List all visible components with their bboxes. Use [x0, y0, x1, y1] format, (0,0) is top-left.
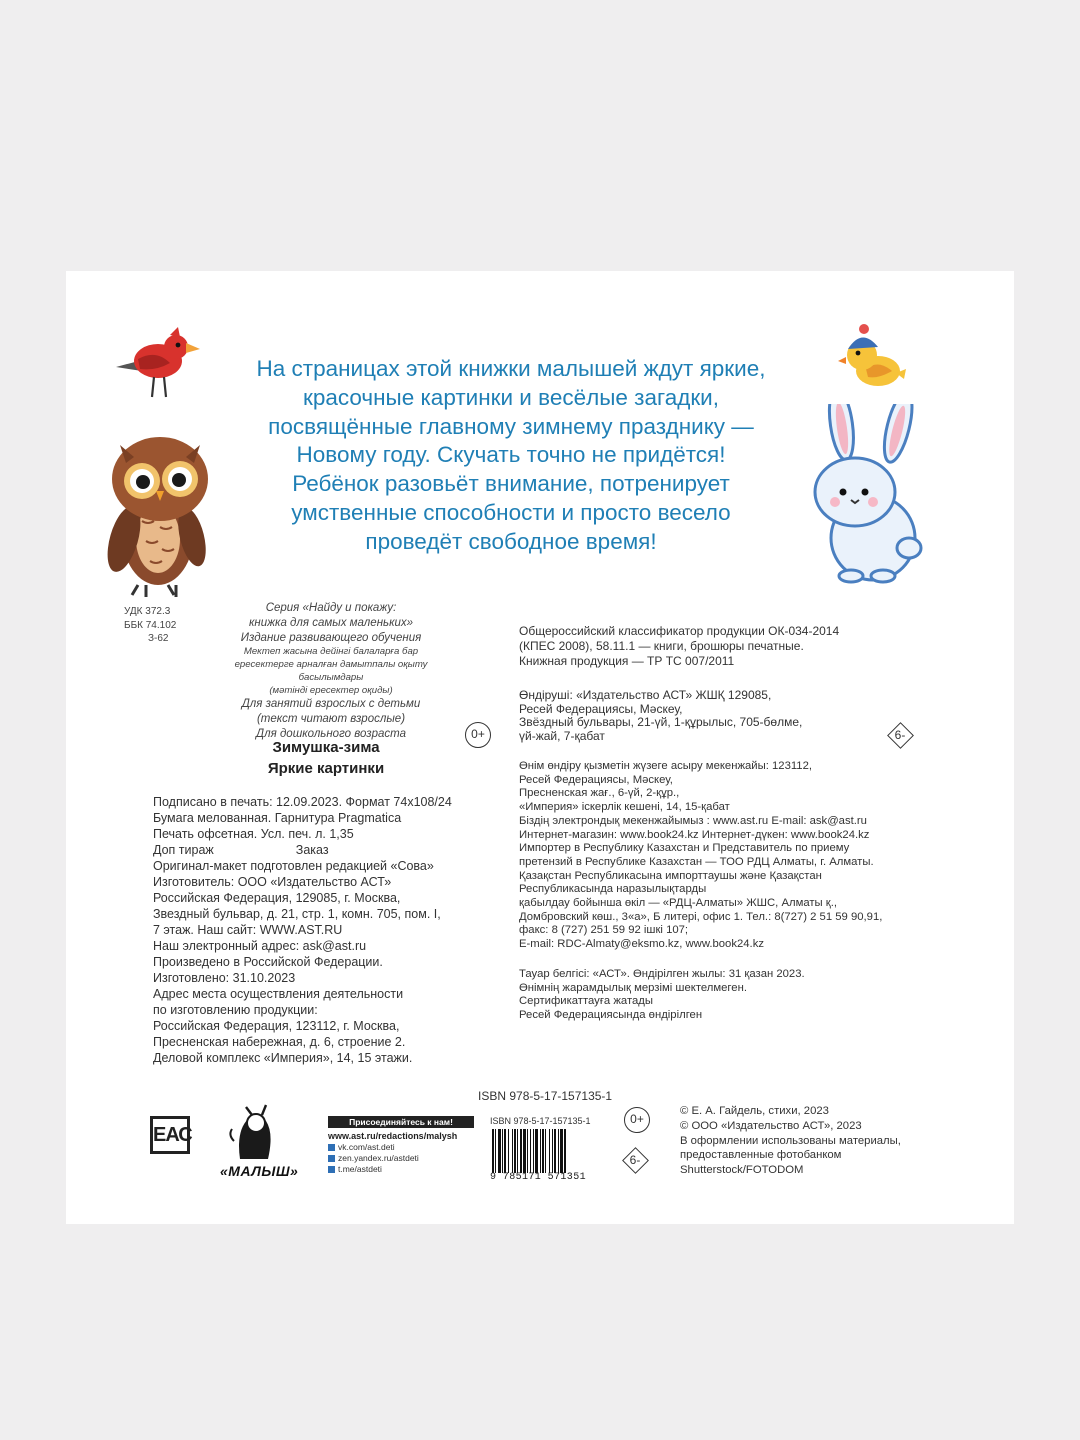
social-links: [328, 1116, 474, 1174]
barcode-bar: [498, 1129, 501, 1173]
barcode-bar: [558, 1129, 559, 1173]
classifier-line: Общероссийский классификатор продукции ОК-034-2014: [519, 624, 840, 638]
vk-icon: [328, 1144, 335, 1151]
telegram-icon: [328, 1166, 335, 1173]
description-line: Ребёнок разовьёт внимание, потренирует: [292, 471, 730, 497]
copyright-line: © Е. А. Гайдель, стихи, 2023: [680, 1105, 829, 1117]
classifier-line: Книжная продукция — ТР ТС 007/2011: [519, 654, 735, 668]
age-diamond-label: 6-: [894, 728, 906, 742]
barcode-bar: [502, 1129, 503, 1173]
kz-line: факс: 8 (727) 251 59 92 ішкі 107;: [519, 924, 689, 937]
barcode-bar: [527, 1129, 528, 1173]
imprint-line: 7 этаж. Наш сайт: WWW.AST.RU: [153, 923, 343, 937]
series-line: Для занятий взрослых с детьми: [241, 698, 421, 711]
series-line: (мәтінді ересектер оқиды): [269, 685, 393, 697]
print-run-line: [153, 842, 493, 858]
kz-line: Ресей Федерациясы, Мәскеу,: [519, 773, 673, 786]
bunny-illustration: [811, 404, 929, 586]
zen-icon: [328, 1155, 335, 1162]
imprint-line: Изготовлено: 31.10.2023: [153, 971, 296, 985]
barcode-bar: [560, 1129, 563, 1173]
kz-line: «Империя» іскерлік кешені, 14, 15-қабат: [519, 801, 730, 814]
kz-line: Импортер в Республику Казахстан и Представитель по приему: [519, 842, 850, 855]
kz-line: Домбровский көш., 3«а», Б литері, офис 1. Тел.: 8(727) 2 51 59 90,91,: [519, 910, 883, 923]
series-line: ересектерге арналған дамытпалы оқыту басылымдары: [234, 659, 428, 684]
barcode-bar: [523, 1129, 526, 1173]
barcode-bar: [564, 1129, 566, 1173]
publisher-site-link[interactable]: www.ast.ru/redactions/malysh: [328, 1131, 458, 1141]
imprint-line: Российская Федерация, 123112, г. Москва,: [153, 1019, 400, 1033]
barcode-bar: [554, 1129, 556, 1173]
imprint-line: Оригинал-макет подготовлен редакцией «Сова»: [153, 859, 434, 873]
join-banner: Присоединяйтесь к нам!: [328, 1116, 474, 1128]
kz-line: Қазақстан Республикасына импорттаушы және Қазақстан: [519, 869, 822, 882]
barcode-digits: 9 785171 571351: [490, 1172, 587, 1183]
book-back-cover: [66, 271, 1014, 1224]
malysh-logo-icon: [218, 1101, 290, 1166]
kz-line: Ресей Федерациясы, Мәскеу,: [519, 701, 683, 716]
kz-line: Өнім өндіру қызметін жүзеге асыру мекенжайы: 123112,: [519, 760, 812, 772]
imprint-line: по изготовлению продукции:: [153, 1003, 318, 1017]
kz-line: Біздің электрондық мекенжайымыз : www.ast.ru E-mail: ask@ast.ru: [519, 814, 867, 827]
series-line: книжка для самых маленьких»: [248, 616, 414, 629]
barcode-bars-icon: [490, 1129, 600, 1173]
imprint-line: Печать офсетная. Усл. печ. л. 1,35: [153, 827, 354, 841]
bbk-line: ББК 74.102: [124, 619, 177, 631]
description-line: посвящённые главному зимнему празднику —: [268, 413, 754, 439]
subtitle-line: Яркие картинки: [267, 760, 385, 777]
kz-line: қабылдау бойынша өкіл — «РДЦ-Алматы» ЖШС, Алматы қ.,: [519, 897, 838, 910]
barcode-bar: [545, 1129, 546, 1173]
kz-line: Республикасында наразылықтарды: [519, 883, 707, 896]
kz-address-block: [519, 760, 939, 952]
copyright-line: предоставленные фотобанком: [680, 1149, 842, 1162]
imprint-details: [153, 794, 493, 1066]
barcode-bar: [517, 1129, 518, 1173]
barcode-bar: [540, 1129, 541, 1173]
age-diamond-badge: [887, 722, 913, 748]
copyright-line: В оформлении использованы материалы,: [680, 1134, 901, 1147]
imprint-line: Наш электронный адрес: ask@ast.ru: [153, 939, 367, 953]
book-title: [216, 737, 436, 779]
imprint-line: Пресненская набережная, д. 6, строение 2.: [153, 1035, 406, 1049]
kz-line: Тауар белгісі: «АСТ». Өндірілген жылы: 31 қазан 2023.: [519, 968, 805, 980]
kz-line: Интернет-магазин: www.book24.kz Интернет-дүкен: www.book24.kz: [519, 828, 870, 841]
kz-line: үй-жай, 7-қабат: [519, 728, 605, 743]
description-line: умственные способности и просто весело: [291, 499, 731, 525]
author-mark: З-62: [148, 633, 169, 644]
kz-line: Пресненская жағ., 6-үй, 2-құр.,: [519, 787, 680, 800]
owl-illustration: [106, 429, 214, 607]
imprint-line: Деловой комплекс «Империя», 14, 15 этажи.: [153, 1051, 413, 1065]
barcode-isbn-label: ISBN 978-5-17-157135-1: [490, 1116, 591, 1126]
barcode-bar: [549, 1129, 550, 1173]
kz-line: Өндіруші: «Издательство АСТ» ЖШҚ 129085,: [519, 688, 772, 702]
barcode-bar: [542, 1129, 544, 1173]
description-line: проведёт свободное время!: [365, 528, 657, 554]
barcode-bar: [504, 1129, 506, 1173]
description-line: Новому году. Скучать точно не придётся!: [296, 442, 726, 468]
kz-line: Звёздный бульвары, 21-үй, 1-құрылыс, 705-бөлме,: [519, 715, 803, 729]
imprint-line: Российская Федерация, 129085, г. Москва,: [153, 891, 401, 905]
description-line: красочные картинки и весёлые загадки,: [302, 384, 720, 410]
copyright-line: Shutterstock/FOTODOM: [680, 1164, 804, 1177]
kz-line: Өнімнің жарамдылық мерзімі шектелмеген.: [519, 981, 747, 994]
series-info: [206, 601, 456, 742]
barcode-bar: [535, 1129, 538, 1173]
series-line: Мектеп жасына дейінгі балаларға бар: [243, 646, 419, 658]
yellow-bird-illustration: [838, 321, 908, 393]
cardinal-bird-illustration: [112, 323, 204, 403]
kz-line: E-mail: RDC-Almaty@eksmo.kz, www.book24.kz: [519, 938, 764, 951]
social-link-telegram[interactable]: [328, 1164, 474, 1174]
barcode-bar: [512, 1129, 513, 1173]
series-line: Для дошкольного возраста: [256, 727, 406, 740]
series-line: Серия «Найду и покажу:: [265, 602, 397, 614]
isbn-label: ISBN 978-5-17-157135-1: [478, 1089, 613, 1103]
imprint-line: Подписано в печать: 12.09.2023. Формат 74х108/24: [153, 795, 452, 809]
age-rating-badge: 0+: [465, 722, 491, 748]
kz-line: претензий в Республике Казахстан — ТОО РДЦ Алматы, г. Алматы.: [519, 855, 874, 868]
description-line: На страницах этой книжки малышей ждут яркие,: [256, 356, 766, 381]
copyright-block: [680, 1104, 901, 1178]
imprint-line: Произведено в Российской Федерации.: [153, 955, 383, 969]
barcode-bar: [514, 1129, 516, 1173]
series-line: Издание развивающего обучения: [240, 631, 422, 644]
age-diamond-badge-small: [622, 1147, 648, 1173]
imprint-line: Бумага мелованная. Гарнитура Pragmatica: [153, 811, 402, 825]
imprint-line: Изготовитель: ООО «Издательство АСТ»: [153, 875, 392, 889]
order-label: Заказ: [295, 843, 329, 857]
kz-trademark: [519, 968, 939, 1023]
social-link-vk[interactable]: [328, 1142, 474, 1152]
series-line: (текст читают взрослые): [256, 713, 406, 726]
classifier-line: (КПЕС 2008), 58.11.1 — книги, брошюры печатные.: [519, 639, 804, 653]
copyright-line: © ООО «Издательство АСТ», 2023: [680, 1119, 862, 1132]
age-diamond-label: 6-: [629, 1153, 641, 1167]
social-link-zen[interactable]: [328, 1153, 474, 1163]
product-classifier: [519, 624, 939, 669]
title-line: Зимушка-зима: [272, 739, 380, 756]
social-link-label: t.me/astdeti: [338, 1164, 382, 1174]
age-rating-badge-small: 0+: [624, 1107, 650, 1133]
barcode-bar: [530, 1129, 531, 1173]
kz-line: Сертификаттауға жатады: [519, 995, 653, 1008]
udk-line: УДК 372.3: [124, 606, 171, 617]
barcode-bar: [495, 1129, 496, 1173]
kz-line: Ресей Федерациясында өндірілген: [519, 1009, 703, 1022]
social-link-label: zen.yandex.ru/astdeti: [338, 1153, 419, 1163]
udk-codes: [124, 605, 194, 646]
barcode-bar: [520, 1129, 522, 1173]
barcode-bar: [508, 1129, 509, 1173]
book-description: [236, 355, 786, 557]
barcode-bar: [552, 1129, 553, 1173]
print-run-label: Доп тираж: [153, 843, 214, 857]
kz-manufacturer: [519, 689, 939, 743]
imprint-line: Звездный бульвар, д. 21, стр. 1, комн. 705, пом. I,: [153, 907, 441, 921]
social-link-label: vk.com/ast.deti: [338, 1142, 395, 1152]
barcode-bar: [492, 1129, 494, 1173]
publisher-logo-text: «МАЛЫШ»: [220, 1163, 299, 1179]
barcode-bar: [533, 1129, 534, 1173]
eac-mark-icon: ЕАС: [150, 1116, 190, 1154]
isbn-barcode: [490, 1116, 600, 1183]
imprint-line: Адрес места осуществления деятельности: [153, 987, 404, 1001]
